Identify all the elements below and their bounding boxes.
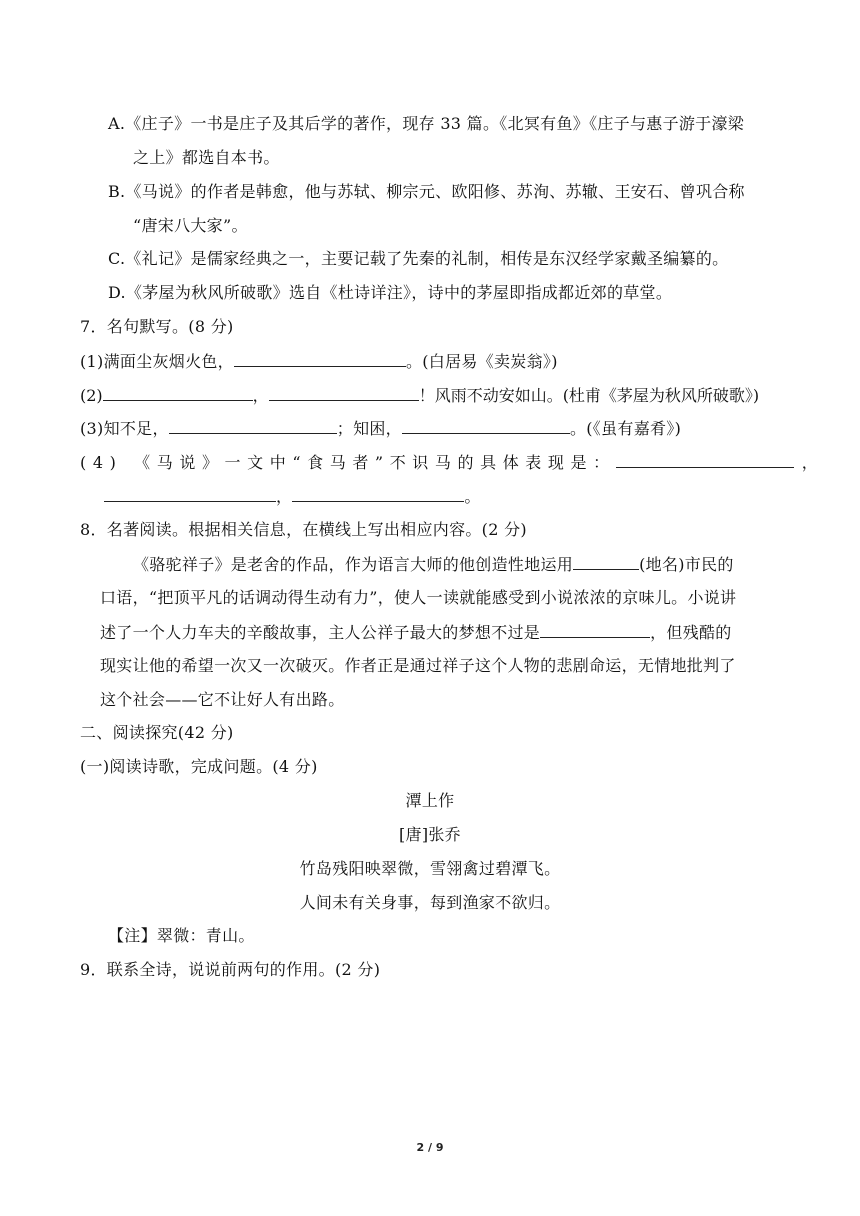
option-b-line1: B.《马说》的作者是韩愈，他与苏轼、柳宗元、欧阳修、苏洵、苏辙、王安石、曾巩合称 (108, 182, 745, 201)
q7-s4-middle: ， (276, 487, 293, 506)
q7-s2-prefix: (2) (80, 386, 103, 405)
question-8-para-line3 (100, 621, 732, 644)
option-c-line1: C.《礼记》是儒家经典之一，主要记载了先秦的礼制，相传是东汉经学家戴圣编纂的。 (108, 249, 729, 268)
question-7-heading: 7．名句默写。(8 分) (80, 317, 234, 336)
question-7-sentence-3 (80, 417, 681, 440)
option-a-line2: 之上》都选自本书。 (133, 148, 280, 167)
q7-s3-suffix: 。(《虽有嘉肴》) (569, 419, 682, 438)
q7-s4-end: 。 (464, 487, 481, 506)
option-d-line1: D.《茅屋为秋风所破歌》选自《杜诗详注》，诗中的茅屋即指成都近郊的草堂。 (108, 283, 673, 302)
q8-blank-place[interactable] (573, 553, 639, 570)
q7-s3-middle: ；知困， (336, 419, 402, 438)
q7-s4-blank-1[interactable] (616, 451, 794, 468)
q7-s1-suffix: 。(白居易《卖炭翁》) (405, 352, 558, 371)
q8-p3-prefix: 述了一个人力车夫的辛酸故事，主人公祥子最大的梦想不过是 (100, 623, 541, 642)
section-2-sub-heading: (一)阅读诗歌，完成问题。(4 分) (80, 757, 318, 776)
question-8-heading: 8．名著阅读。根据相关信息，在横线上写出相应内容。(2 分) (80, 520, 527, 539)
q8-p1-prefix: 《骆驼祥子》是老舍的作品，作为语言大师的他创造性地运用 (133, 555, 574, 574)
q7-s1-blank[interactable] (234, 350, 406, 367)
question-7-sentence-2 (80, 384, 759, 407)
q7-s4-blank-3[interactable] (292, 485, 464, 502)
poem-note: 【注】翠微：青山。 (108, 926, 255, 945)
q7-s2-suffix: ！风雨不动安如山。(杜甫《茅屋为秋风所破歌》) (418, 386, 760, 405)
poem-line-1: 竹岛残阳映翠微，雪翎禽过碧潭飞。 (299, 859, 561, 878)
option-b-line2: “唐宋八大家”。 (133, 216, 248, 235)
q8-blank-dream[interactable] (540, 621, 650, 638)
question-7-sentence-1 (80, 350, 558, 373)
poem-line-2: 人间未有关身事，每到渔家不欲归。 (299, 893, 561, 912)
q8-p1-suffix: (地名)市民的 (639, 555, 734, 574)
q7-s3-blank-1[interactable] (169, 417, 337, 434)
q8-p3-suffix: ，但残酷的 (650, 623, 732, 642)
question-7-sentence-4 (80, 451, 818, 474)
q7-s2-blank-1[interactable] (103, 384, 253, 401)
page-number: 2 / 9 (416, 1141, 444, 1154)
q7-s1-prefix: (1)满面尘灰烟火色， (80, 352, 234, 371)
question-8-para-line2: 口语，“把顶平凡的话调动得生动有力”，使人一读就能感受到小说浓浓的京味儿。小说讲 (100, 588, 737, 607)
question-7-sentence-4-cont (104, 485, 481, 508)
q7-s4-comma: ， (801, 453, 819, 472)
question-8-para-line5: 这个社会——它不让好人有出路。 (100, 690, 345, 709)
q7-s4-blank-2[interactable] (104, 485, 276, 502)
question-8-para-line1 (133, 553, 734, 576)
q7-s4-prefix: (4) 《马说》一文中“食马者”不识马的具体表现是： (80, 453, 616, 472)
question-8-para-line4: 现实让他的希望一次又一次破灭。作者正是通过祥子这个人物的悲剧命运，无情地批判了 (100, 656, 736, 675)
section-2-heading: 二、阅读探究(42 分) (80, 723, 234, 742)
question-9-heading: 9．联系全诗，说说前两句的作用。(2 分) (80, 960, 381, 979)
option-a-line1: A.《庄子》一书是庄子及其后学的著作，现存 33 篇。《北冥有鱼》《庄子与惠子游于濠梁 (108, 114, 745, 133)
q7-s3-prefix: (3)知不足， (80, 419, 169, 438)
poem-author: [唐]张乔 (399, 825, 461, 844)
q7-s2-comma: ， (252, 386, 269, 405)
q7-s3-blank-2[interactable] (402, 417, 570, 434)
poem-title: 潭上作 (405, 791, 455, 810)
q7-s2-blank-2[interactable] (269, 384, 419, 401)
